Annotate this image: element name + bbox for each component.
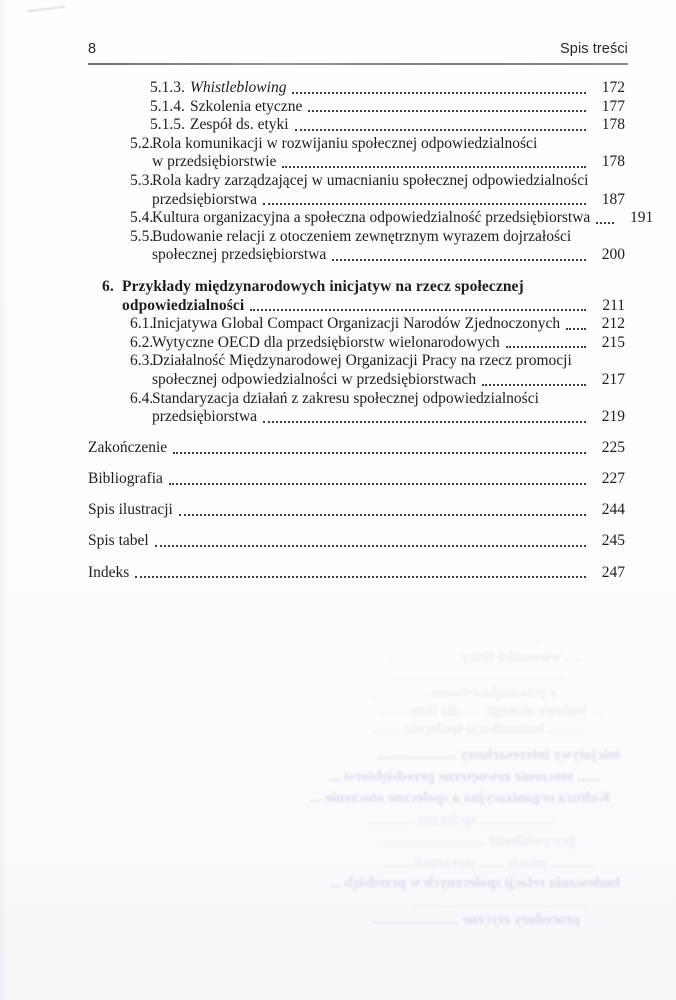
toc-entry-number: 5.4. <box>130 209 154 227</box>
toc-entry <box>88 172 625 209</box>
toc-page-number: 212 <box>601 315 625 333</box>
dot-leader <box>135 576 586 578</box>
toc-entry-title: Działalność Międzynarodowej Organizacji Pracy na rzecz promocji <box>152 352 572 370</box>
toc-page-number: 225 <box>601 439 625 457</box>
toc-entry <box>88 501 625 520</box>
dot-leader <box>155 545 586 547</box>
toc-entry <box>88 278 625 315</box>
dot-leader <box>282 166 586 168</box>
toc-entry-title: społecznej odpowiedzialności w przedsiębiorstwach <box>152 370 477 388</box>
toc-entry <box>88 228 625 265</box>
toc-entry-line <box>130 315 625 334</box>
toc-page-number: 227 <box>601 470 625 488</box>
toc-page-number: 191 <box>630 209 654 227</box>
toc-entry-line <box>102 278 625 297</box>
ghost-text-line: procedury etyczne ....................... <box>372 912 580 928</box>
toc-entry-line <box>88 439 625 458</box>
toc-entry-line <box>130 408 625 427</box>
toc-page-number: 200 <box>601 246 625 264</box>
dot-leader <box>292 92 586 94</box>
ghost-text-line: pracownikami ............................. <box>376 833 575 849</box>
toc-entry-title: Inicjatywa Global Compact Organizacji Narodów Zjednoczonych <box>152 315 561 333</box>
toc-page-number: 244 <box>601 501 625 519</box>
toc-entry-line <box>150 116 625 135</box>
toc-entry <box>88 390 625 427</box>
toc-page-number: 172 <box>601 79 625 96</box>
ghost-text-line: ............................................ <box>375 630 540 646</box>
toc-entry-number: 5.1.4. <box>150 97 185 115</box>
ghost-text-line: .............................................. <box>392 667 565 683</box>
toc-entry-title: odpowiedzialności <box>122 296 245 314</box>
toc-entry-line <box>88 501 625 520</box>
toc-page-number: 178 <box>601 116 625 134</box>
toc-page-number: 245 <box>601 532 625 550</box>
toc-entry-number: 6.2. <box>130 333 154 351</box>
toc-entry-title: w przedsiębiorstwie <box>152 153 277 171</box>
toc-page-number: 215 <box>601 333 625 351</box>
toc-entry <box>88 98 625 117</box>
dot-leader <box>173 452 586 454</box>
toc-entry <box>88 135 625 172</box>
toc-entry <box>88 532 625 551</box>
toc-entry-title: Kultura organizacyjna a społeczna odpowiedzialność przedsiębiorstwa <box>152 209 591 227</box>
running-header <box>88 41 628 57</box>
ghost-text-line: inicjatywy interesariuszy ..................... <box>377 747 620 763</box>
toc-entry-title: przedsiębiorstwa <box>152 408 258 426</box>
toc-entry-line <box>130 135 625 154</box>
toc-entry-line <box>130 153 625 172</box>
ghost-text-line: .......... komunikacja społeczna ....... <box>373 721 585 737</box>
dot-leader <box>332 259 586 261</box>
dot-leader <box>169 483 586 485</box>
toc-entry-line <box>88 564 625 583</box>
toc-entry-line <box>130 390 625 409</box>
page-number: 8 <box>88 41 97 57</box>
toc-entry-number: 6.4. <box>130 389 154 407</box>
toc-page-number: 217 <box>601 370 625 388</box>
toc-entry-line <box>88 470 625 489</box>
toc-entry-title: Przykłady międzynarodowych inicjatyw na rzecz społecznej <box>122 277 524 295</box>
table-of-contents <box>88 79 654 582</box>
toc-entry-title: Indeks <box>88 563 130 581</box>
toc-entry-title: społecznej przedsiębiorstwa <box>152 246 327 264</box>
dot-leader <box>263 203 586 205</box>
toc-entry-title: Budowanie relacji z otoczeniem zewnętrznym wyrazem dojrzałości <box>152 227 572 245</box>
toc-entry-line <box>130 209 654 228</box>
dot-leader <box>263 421 586 423</box>
toc-entry-number: 5.5. <box>130 227 154 245</box>
toc-entry-title: Wytyczne OECD dla przedsiębiorstw wielonarodowych <box>152 333 500 351</box>
toc-entry-line <box>130 172 625 191</box>
toc-page-number: 187 <box>601 190 625 208</box>
toc-page-number: 219 <box>601 408 625 426</box>
ghost-text-line: ........ z przedsiębiorstwem ............... <box>372 685 590 701</box>
toc-entry-line <box>150 98 625 117</box>
toc-entry-line <box>130 371 625 390</box>
dot-leader <box>308 110 586 112</box>
toc-entry-line <box>88 532 625 551</box>
toc-entry-number: 6.3. <box>130 352 154 370</box>
toc-entry-number: 5.2. <box>130 134 154 152</box>
toc-entry-number: 6. <box>102 277 114 295</box>
toc-entry-line <box>130 352 625 371</box>
toc-entry <box>88 470 625 489</box>
toc-entry <box>88 439 625 458</box>
toc-entry-title: przedsiębiorstwa <box>152 190 258 208</box>
scan-artifact-smudge <box>27 6 65 13</box>
dot-leader <box>566 328 586 330</box>
header-rule <box>88 63 628 65</box>
toc-entry-title: Spis tabel <box>88 532 149 550</box>
dot-leader <box>295 129 586 131</box>
toc-entry <box>88 352 625 389</box>
toc-entry-number: 5.1.5. <box>150 116 185 134</box>
toc-entry-number: 5.1.3. <box>150 79 185 96</box>
toc-entry-line <box>130 246 625 265</box>
running-title: Spis treści <box>560 41 628 57</box>
dot-leader <box>506 346 586 348</box>
toc-page-number: 247 <box>601 563 625 581</box>
ghost-text-line: .................... społeczna ............ <box>368 812 555 828</box>
ghost-text-line: Kultura organizacyjna a społeczne otoczenie ... <box>310 790 610 806</box>
toc-entry-line <box>130 334 625 353</box>
toc-entry-title: Bibliografia <box>88 470 163 488</box>
toc-page-number: 211 <box>602 296 625 314</box>
toc-entry-title: Zakończenie <box>88 439 168 457</box>
toc-entry <box>88 334 625 353</box>
dot-leader <box>482 384 586 386</box>
toc-entry-title: Standaryzacja działań z zakresu społecznej odpowiedzialności <box>152 389 539 407</box>
toc-entry-line <box>150 79 625 98</box>
toc-entry-title: Rola kadry zarządzającej w umacnianiu społecznej odpowiedzialności <box>152 171 589 189</box>
dot-leader <box>250 309 586 311</box>
toc-entry <box>88 79 625 98</box>
toc-page-number: 178 <box>601 153 625 171</box>
toc-entry-number: 5.3. <box>130 171 154 189</box>
toc-entry <box>88 564 625 583</box>
dot-leader <box>179 514 586 516</box>
ghost-text-line: ............ relacji ....... etycznych ....... <box>384 855 595 871</box>
toc-entry <box>88 315 625 334</box>
toc-entry-title: Zespół ds. etyki <box>190 116 289 134</box>
toc-entry-title: Spis ilustracji <box>88 501 173 519</box>
toc-entry-title: Whistleblowing <box>190 79 287 96</box>
dot-leader <box>596 222 614 224</box>
ghost-text-line: .... wizerunku firmy ................... <box>385 649 580 665</box>
toc-entry <box>88 209 654 228</box>
ghost-text-line: budowania relacji społecznych w przedsięb ... <box>329 875 620 891</box>
toc-entry-line <box>130 191 625 210</box>
ghost-text-line: ............................................... <box>413 896 590 912</box>
toc-page-number: 177 <box>601 97 625 115</box>
ghost-text-line: ...... otoczenie zewnętrzne przedsiębiorst ... <box>328 769 600 785</box>
ghost-text-line: .... budowy strategii ..... dla firm ........ <box>377 703 605 719</box>
toc-entry <box>88 116 625 135</box>
toc-entry-line <box>130 228 625 247</box>
toc-entry-number: 6.1. <box>130 315 154 333</box>
toc-entry-line <box>102 297 625 316</box>
toc-entry-title: Szkolenia etyczne <box>190 97 303 115</box>
toc-entry-title: Rola komunikacji w rozwijaniu społecznej odpowiedzialności <box>152 134 538 152</box>
